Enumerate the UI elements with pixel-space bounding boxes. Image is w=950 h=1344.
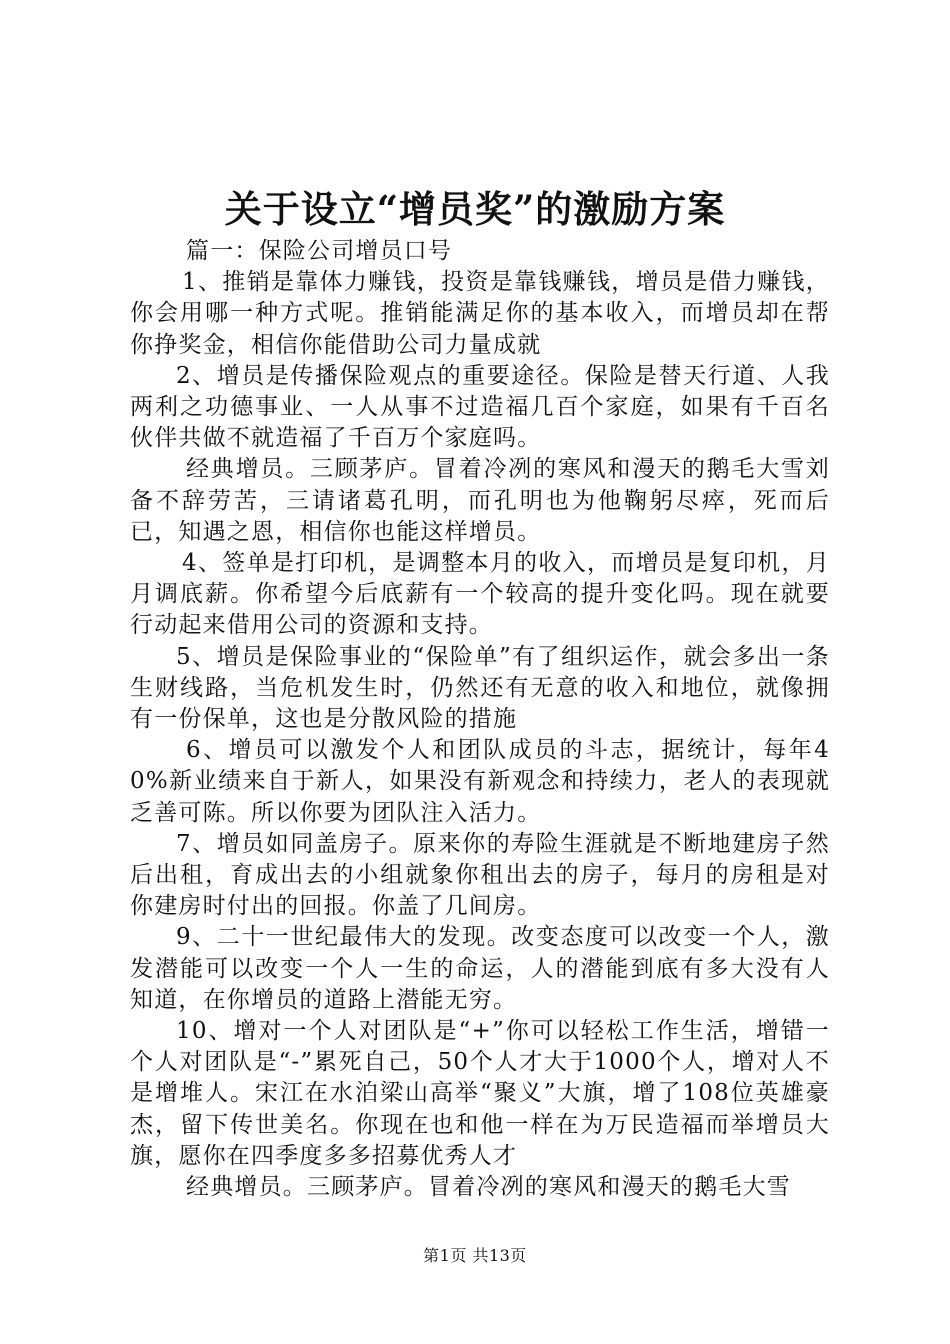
paragraph: 经典增员。三顾茅庐。冒着冷冽的寒风和漫天的鹅毛大雪 — [186, 1174, 791, 1201]
paragraph: 4、签单是打印机，是调整本月的收入，而增员是复印机，月月调底薪。你希望今后底薪有一个较高的提升变化吗。现在就要行动起来借用公司的资源和支持。 — [130, 550, 830, 639]
paragraph: 6、增员可以激发个人和团队成员的斗志，据统计，每年40%新业绩来自于新人，如果没有新观念和持续力，老人的表现就乏善可陈。所以你要为团队注入活力。 — [130, 737, 830, 826]
paragraph: 1、推销是靠体力赚钱，投资是靠钱赚钱，增员是借力赚钱，你会用哪一种方式呢。推销能满足你的基本收入，而增员却在帮你挣奖金，相信你能借助公司力量成就 — [130, 269, 830, 358]
document-title: 关于设立“增员奖”的激励方案 — [224, 187, 726, 231]
paragraph: 经典增员。三顾茅庐。冒着冷冽的寒风和漫天的鹅毛大雪刘备不辞劳苦，三请诸葛孔明，而孔明也为他鞠躬尽瘁，死而后已，知遇之恩，相信你也能这样增员。 — [130, 456, 830, 545]
paragraph: 9、二十一世纪最伟大的发现。改变态度可以改变一个人，激发潜能可以改变一个人一生的命运，人的潜能到底有多大没有人知道，在你增员的道路上潜能无穷。 — [130, 924, 830, 1013]
paragraph: 10、增对一个人对团队是“+”你可以轻松工作生活，增错一个人对团队是“-”累死自己，50个人才大于1000个人，增对人不是增堆人。宋江在水泊梁山高举“聚义”大旗，增了108位英雄豪杰，留下传世美名。你现在也和他一样在为万民造福而举增员大旗，愿你在四季度多多招募优秀人才 — [130, 1018, 830, 1169]
section-heading: 篇一：保险公司增员口号 — [186, 238, 453, 264]
page-number-footer: 第1页 共13页 — [423, 1246, 527, 1265]
document-body — [130, 236, 830, 1203]
paragraph: 7、增员如同盖房子。原来你的寿险生涯就是不断地建房子然后出租，育成出去的小组就象你租出去的房子，每月的房租是对你建房时付出的回报。你盖了几间房。 — [130, 830, 830, 920]
paragraph: 2、增员是传播保险观点的重要途径。保险是替天行道、人我两利之功德事业、一人从事不过造福几百个家庭，如果有千百名伙伴共做不就造福了千百万个家庭吗。 — [130, 362, 830, 452]
paragraph: 5、增员是保险事业的“保险单”有了组织运作，就会多出一条生财线路，当危机发生时，仍然还有无意的收入和地位，就像拥有一份保单，这也是分散风险的措施 — [130, 643, 830, 733]
